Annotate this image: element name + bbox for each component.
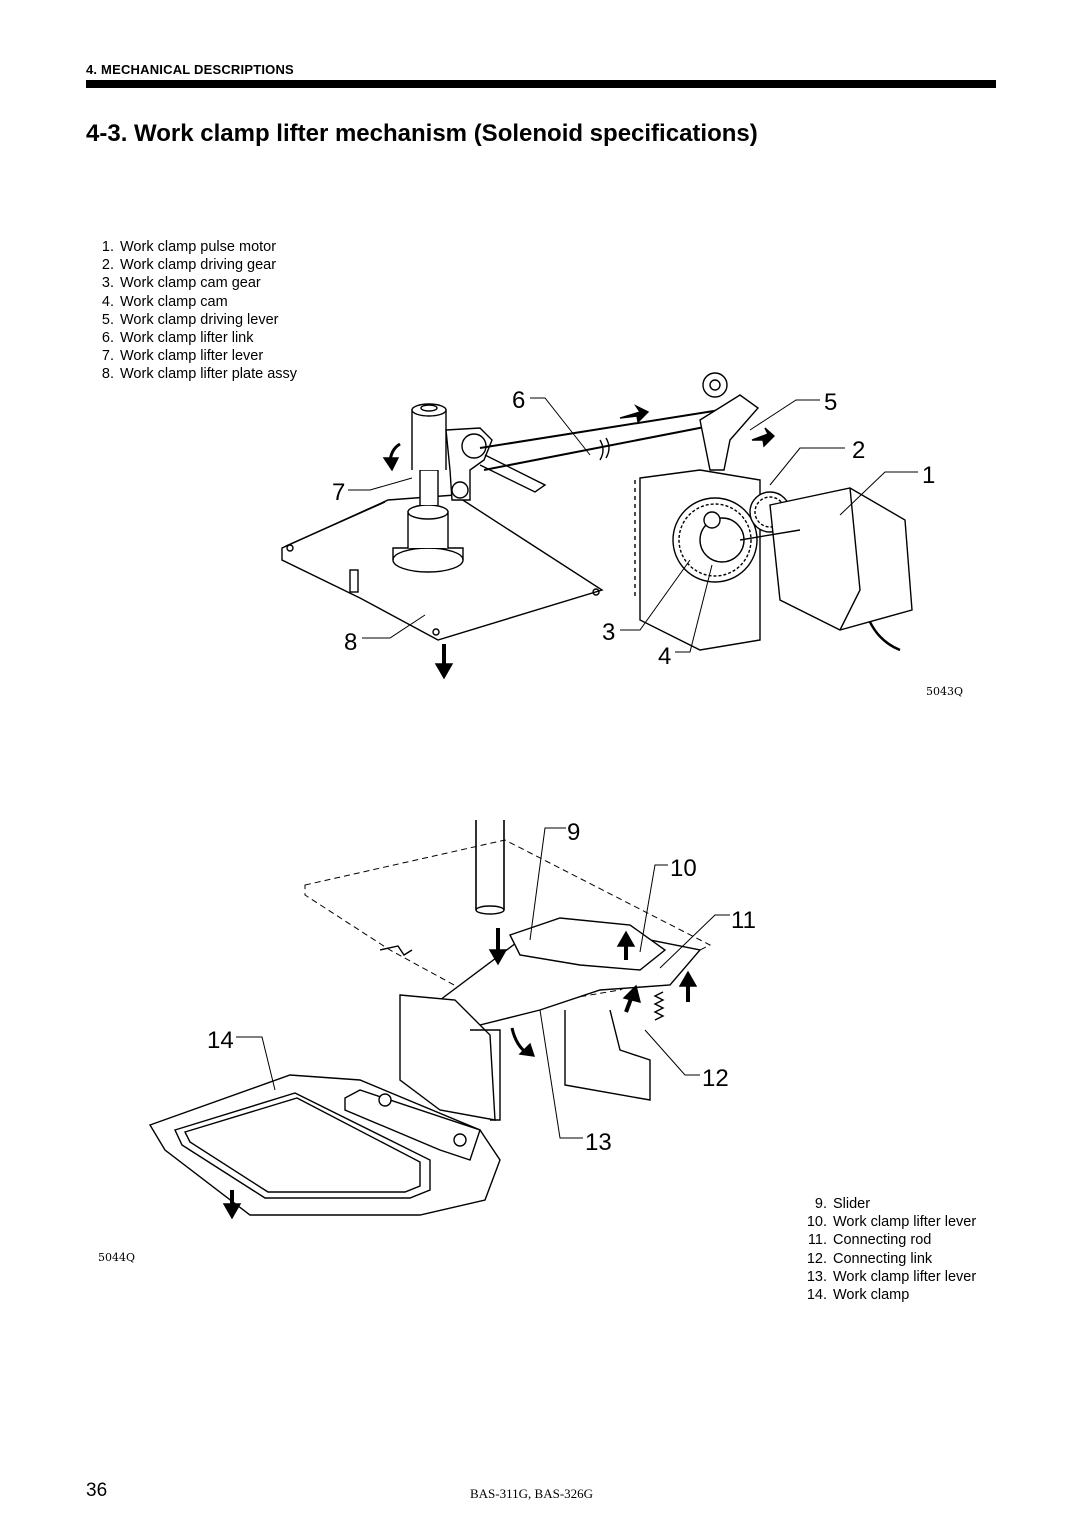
legend-item: 14. Work clamp (806, 1287, 910, 1304)
callout-6: 6 (512, 387, 526, 414)
footer-model: BAS-311G, BAS-326G (470, 1486, 594, 1501)
callout-10: 10 (670, 855, 697, 882)
callout-14: 14 (207, 1027, 234, 1054)
legend-item: 6. Work clamp lifter link (101, 330, 254, 347)
legend-item: 8. Work clamp lifter plate assy (101, 366, 298, 383)
callout-1: 1 (922, 462, 936, 489)
legend-item: 4. Work clamp cam (101, 293, 228, 310)
callout-13: 13 (585, 1129, 612, 1156)
legend-bottom (803, 1195, 976, 1304)
legend-item: 11. Connecting rod (807, 1232, 932, 1249)
page-title: 4-3. Work clamp lifter mechanism (Solenoid specifications) (86, 120, 758, 147)
callout-9: 9 (567, 819, 581, 846)
callout-5: 5 (824, 389, 838, 416)
figure-code-bottom: 5044Q (98, 1251, 136, 1264)
callout-3: 3 (602, 619, 616, 646)
callout-11: 11 (731, 907, 756, 934)
callout-2: 2 (852, 437, 866, 464)
legend-item: 12. Connecting link (806, 1250, 933, 1267)
legend-item: 10. Work clamp lifter lever (806, 1214, 977, 1231)
callout-7: 7 (332, 479, 346, 506)
legend-item: 1. Work clamp pulse motor (101, 239, 277, 255)
page-number: 36 (86, 1480, 108, 1501)
legend-item: 7. Work clamp lifter lever (101, 348, 264, 365)
callout-12: 12 (702, 1065, 729, 1092)
callout-8: 8 (344, 629, 358, 656)
legend-item: 9. Slider (814, 1196, 871, 1212)
legend-item: 2. Work clamp driving gear (101, 257, 277, 274)
legend-item: 3. Work clamp cam gear (101, 275, 261, 292)
callout-4: 4 (658, 643, 672, 670)
figure-code-top: 5043Q (926, 685, 964, 698)
section-header: 4. MECHANICAL DESCRIPTIONS (86, 62, 294, 77)
legend-item: 5. Work clamp driving lever (101, 311, 279, 328)
legend-item: 13. Work clamp lifter lever (806, 1268, 977, 1285)
